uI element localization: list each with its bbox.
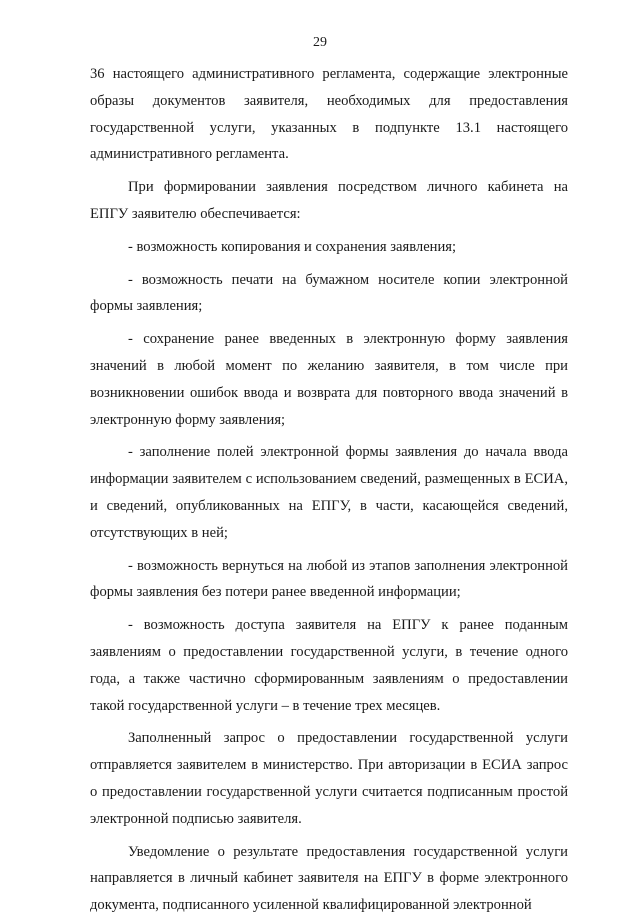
list-item-save-values: - сохранение ранее введенных в электронную форму заявления значений в любой момент по желанию заявителя, в том числе при возникновении ошибок ввода и возврата для повторного ввода значений в электронную форму заявления; (90, 331, 568, 428)
list-item-print: - возможность печати на бумажном носителе копии электронной формы заявления; (90, 271, 568, 315)
paragraph-request-submission: Заполненный запрос о предоставлении государственной услуги отправляется заявителем в министерство. При авторизации в ЕСИА запрос о предоставлении государственной услуги считается подписанным простой электронной подписью заявителя. (90, 730, 568, 827)
list-item-access-previous: - возможность доступа заявителя на ЕПГУ к ранее поданным заявлениям о предоставлении государственной услуги, в течение одного года, а также частично сформированным заявлениям о предоставлении такой государственной услуги – в течение трех месяцев. (90, 617, 568, 714)
page-number: 29 (313, 35, 327, 50)
paragraph-intro-personal-account: При формировании заявления посредством личного кабинета на ЕПГУ заявителю обеспечивается: (90, 179, 568, 222)
list-item-return-to-step: - возможность вернуться на любой из этапов заполнения электронной формы заявления без потери ранее введенной информации; (90, 557, 568, 601)
list-item-copy-save: - возможность копирования и сохранения заявления; (128, 238, 457, 255)
paragraph-continuation: 36 настоящего административного регламента, содержащие электронные образы документов заявителя, необходимых для предоставления государственной услуги, указанных в подпункте 13.1 настоящего административного регламента. (90, 66, 568, 163)
list-item-prefill-fields: - заполнение полей электронной формы заявления до начала ввода информации заявителем с использованием сведений, размещенных в ЕСИА, и сведений, опубликованных на ЕПГУ, в части, касающейся сведений, отсутствующих в ней; (90, 444, 568, 541)
document-body (90, 61, 568, 919)
paragraph-result-notification: Уведомление о результате предоставления государственной услуги направляется в личный кабинет заявителя на ЕПГУ в форме электронного документа, подписанного усиленной квалифицированной электронной (90, 843, 568, 914)
